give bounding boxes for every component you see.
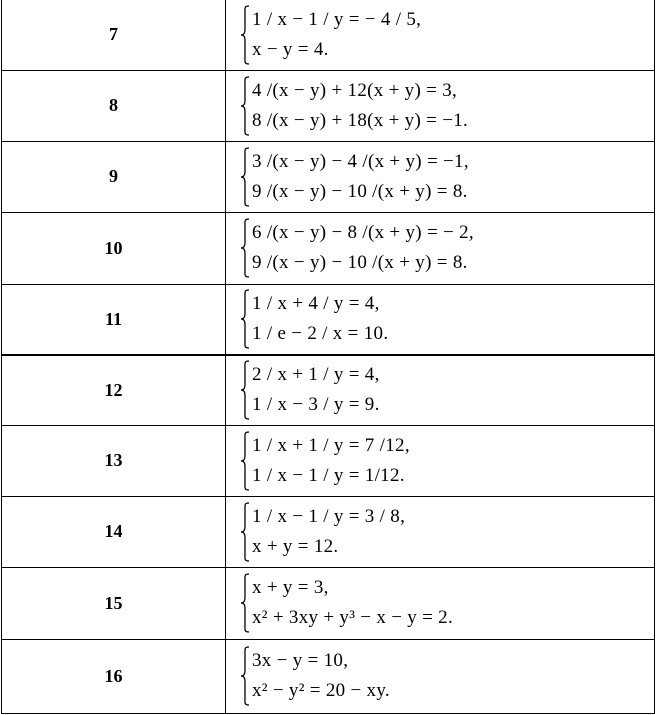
equation-line-1: 6 /(x − y) − 8 /(x + y) = − 2, [252, 222, 474, 243]
equation-system-cell [226, 639, 655, 713]
table-row [2, 284, 655, 355]
variant-number: 7 [2, 0, 226, 70]
equation-system [240, 573, 654, 633]
equation-line-1: x + y = 3, [252, 577, 329, 598]
left-brace-icon [240, 646, 250, 706]
equation-system-cell [226, 355, 655, 425]
left-brace-icon [240, 360, 250, 420]
left-brace-icon [240, 218, 250, 278]
equation-system-cell [226, 70, 655, 141]
equation-line-2: 8 /(x − y) + 18(x + y) = −1. [252, 109, 469, 131]
left-brace-icon [240, 289, 250, 349]
table-row [2, 567, 655, 639]
equation-system [240, 502, 654, 562]
equation-system [240, 431, 654, 491]
table-row [2, 355, 655, 425]
equation-system [240, 147, 654, 207]
equation-line-2: 1 / x − 1 / y = 1/12. [252, 464, 405, 486]
table-row [2, 496, 655, 567]
equation-line-1: 1 / x − 1 / y = 3 / 8, [252, 505, 406, 527]
equation-line-1: 1 / x − 1 / y = − 4 / 5, [252, 8, 422, 30]
equation-systems-table [1, 0, 655, 714]
equation-line-1: 3x − y = 10, [252, 650, 349, 671]
table-row [2, 0, 655, 70]
equation-system [240, 76, 654, 136]
equation-system [240, 218, 654, 278]
variant-number: 14 [2, 496, 226, 567]
equation-line-1: 3 /(x − y) − 4 /(x + y) = −1, [252, 150, 469, 172]
equation-system [240, 646, 654, 706]
table-row [2, 70, 655, 141]
variant-number: 11 [2, 284, 226, 355]
table-row [2, 141, 655, 212]
equation-system-cell [226, 0, 655, 70]
left-brace-icon [240, 573, 250, 633]
equation-system-cell [226, 567, 655, 639]
variant-number: 10 [2, 212, 226, 284]
left-brace-icon [240, 502, 250, 562]
table-row [2, 639, 655, 713]
equation-system-cell [226, 212, 655, 284]
equation-system-cell [226, 496, 655, 567]
left-brace-icon [240, 147, 250, 207]
left-brace-icon [240, 76, 250, 136]
equation-line-1: 1 / x + 4 / y = 4, [252, 293, 380, 315]
variant-number: 12 [2, 355, 226, 425]
equation-system-cell [226, 425, 655, 496]
equation-line-2: x − y = 4. [252, 38, 329, 60]
equation-line-2: 9 /(x − y) − 10 /(x + y) = 8. [252, 180, 468, 202]
equation-line-2: 9 /(x − y) − 10 /(x + y) = 8. [252, 252, 468, 273]
equation-system [240, 5, 654, 65]
equation-line-2: x² − y² = 20 − xy. [252, 680, 390, 701]
equation-line-2: 1 / e − 2 / x = 10. [252, 323, 389, 345]
equation-line-1: 1 / x + 1 / y = 7 /12, [252, 434, 410, 456]
equation-line-2: 1 / x − 3 / y = 9. [252, 394, 380, 416]
equation-line-1: 2 / x + 1 / y = 4, [252, 364, 380, 386]
equation-line-1: 4 /(x − y) + 12(x + y) = 3, [252, 79, 458, 101]
table-row [2, 212, 655, 284]
variant-number: 16 [2, 639, 226, 713]
variant-number: 13 [2, 425, 226, 496]
variant-number: 9 [2, 141, 226, 212]
left-brace-icon [240, 5, 250, 65]
table-row [2, 425, 655, 496]
equation-system [240, 289, 654, 349]
equation-line-2: x + y = 12. [252, 535, 339, 557]
variant-number: 15 [2, 567, 226, 639]
left-brace-icon [240, 431, 250, 491]
equation-system-cell [226, 284, 655, 355]
variant-number: 8 [2, 70, 226, 141]
equation-system [240, 360, 654, 420]
equation-system-cell [226, 141, 655, 212]
equation-line-2: x² + 3xy + y³ − x − y = 2. [252, 607, 454, 628]
